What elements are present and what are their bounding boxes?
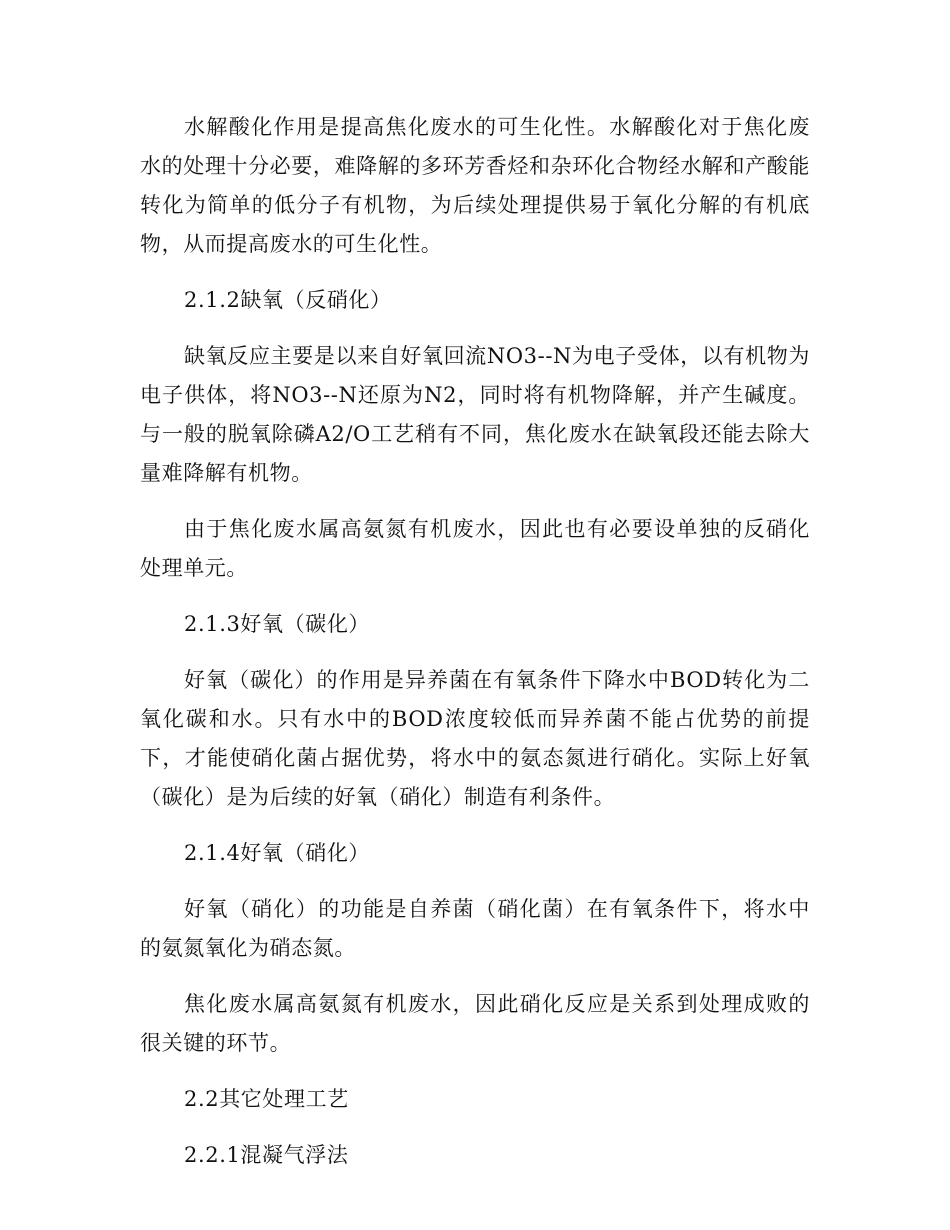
heading-2-2: 2.2其它处理工艺 <box>184 1087 349 1111</box>
paragraph-aerobic-nitrification: 好氧（硝化）的功能是自养菌（硝化菌）在有氧条件下，将水中的氨氮氧化为硝态氮。 <box>140 897 810 960</box>
heading-2-1-2: 2.1.2缺氧（反硝化） <box>184 288 392 312</box>
heading-2-2-1: 2.2.1混凝气浮法 <box>184 1143 349 1167</box>
paragraph-hydrolysis-acidification: 水解酸化作用是提高焦化废水的可生化性。水解酸化对于焦化废水的处理十分必要，难降解的多环芳香烃和杂环化合物经水解和产酸能转化为简单的低分子有机物，为后续处理提供易于氧化分解的有机底物，从而提高废水的可生化性。 <box>140 115 810 256</box>
heading-2-1-4: 2.1.4好氧（硝化） <box>184 841 371 865</box>
paragraph-anoxic-reaction: 缺氧反应主要是以来自好氧回流NO3--N为电子受体，以有机物为电子供体，将NO3--N还原为N2，同时将有机物降解，并产生碱度。与一般的脱氧除磷A2/O工艺稍有不同，焦化废水在缺氧段还能去除大量难降解有机物。 <box>140 344 810 485</box>
heading-2-1-3: 2.1.3好氧（碳化） <box>184 612 371 636</box>
paragraph-aerobic-carbonization: 好氧（碳化）的作用是异养菌在有氧条件下降水中BOD转化为二氧化碳和水。只有水中的BOD浓度较低而异养菌不能占优势的前提下，才能使硝化菌占据优势，将水中的氨态氮进行硝化。实际上好氧（碳化）是为后续的好氧（硝化）制造有利条件。 <box>140 668 810 809</box>
paragraph-nitrification-key-step: 焦化废水属高氨氮有机废水，因此硝化反应是关系到处理成败的很关键的环节。 <box>140 992 810 1055</box>
paragraph-denitrification-unit: 由于焦化废水属高氨氮有机废水，因此也有必要设单独的反硝化处理单元。 <box>140 517 810 580</box>
document-body <box>140 108 810 1192</box>
